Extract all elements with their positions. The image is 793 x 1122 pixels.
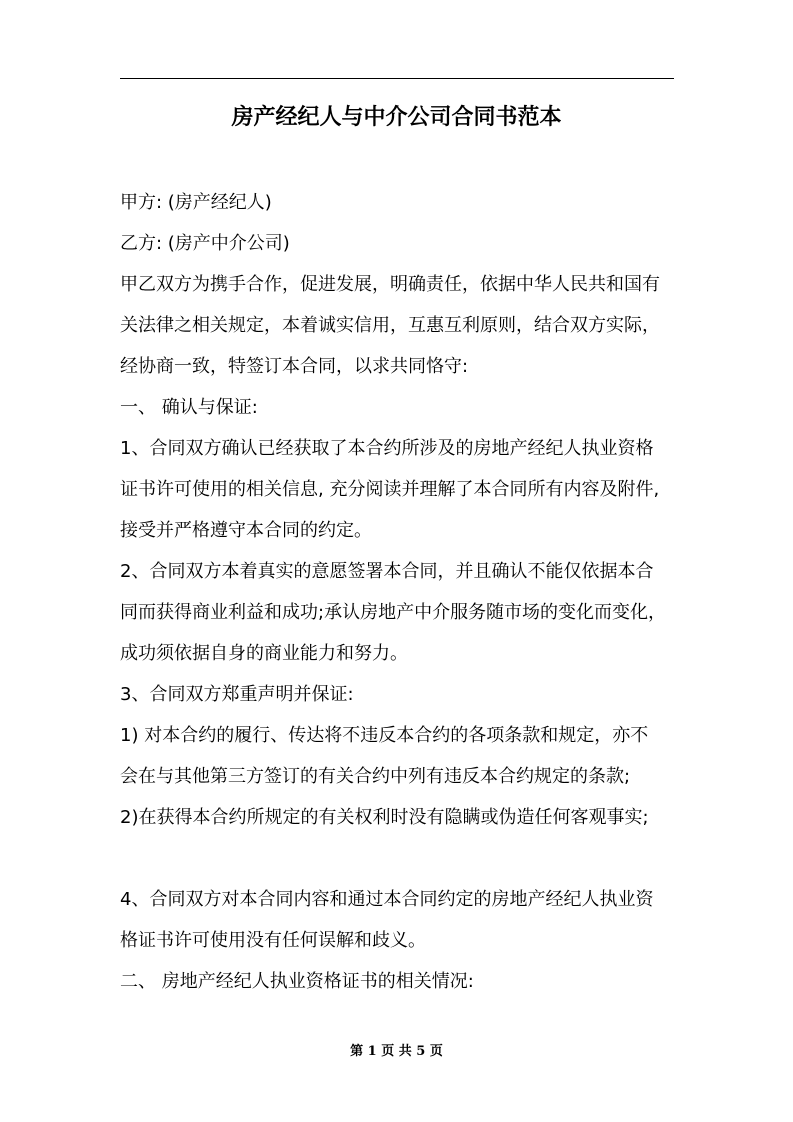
clause-3-item-1-line-2: 会在与其他第三方签订的有关合约中列有违反本合约规定的条款; <box>120 766 631 787</box>
party-b-line: 乙方: (房产中介公司) <box>120 233 290 254</box>
section-2-heading: 二、 房地产经纪人执业资格证书的相关情况: <box>120 971 474 992</box>
intro-line-1: 甲乙双方为携手合作，促进发展，明确责任，依据中华人民共和国有 <box>120 274 660 295</box>
clause-3-item-2: 2)在获得本合约所规定的有关权利时没有隐瞒或伪造任何客观事实; <box>120 807 649 828</box>
clause-2-line-3: 成功须依据自身的商业能力和努力。 <box>120 643 408 664</box>
document-body <box>120 182 680 1002</box>
clause-2 <box>120 551 680 674</box>
clause-4-line-2: 格证书许可使用没有任何误解和歧义。 <box>120 930 426 951</box>
clause-1-line-3: 接受并严格遵守本合同的约定。 <box>120 520 372 541</box>
header-rule <box>120 78 674 79</box>
intro-line-2: 关法律之相关规定，本着诚实信用，互惠互利原则，结合双方实际， <box>120 315 660 336</box>
intro-paragraph <box>120 264 680 387</box>
section-1-heading: 一、 确认与保证: <box>120 397 258 418</box>
clause-1-line-2: 证书许可使用的相关信息, 充分阅读并理解了本合同所有内容及附件, <box>120 479 660 500</box>
clause-4-line-1: 4、合同双方对本合同内容和通过本合同约定的房地产经纪人执业资 <box>120 889 654 910</box>
clause-1 <box>120 428 680 551</box>
intro-line-3: 经协商一致，特签订本合同，以求共同恪守: <box>120 356 469 377</box>
party-a-line: 甲方: (房产经纪人) <box>120 192 272 213</box>
blank-line <box>120 838 680 879</box>
clause-3-item-1-line-1: 1) 对本合约的履行、传达将不违反本合约的各项条款和规定，亦不 <box>120 725 649 746</box>
clause-4 <box>120 879 680 961</box>
page-number: 第 1 页 共 5 页 <box>350 1044 443 1059</box>
clause-3: 3、合同双方郑重声明并保证: <box>120 684 354 705</box>
clause-2-line-2: 同而获得商业利益和成功;承认房地产中介服务随市场的变化而变化， <box>120 602 667 623</box>
clause-3-item-1 <box>120 715 680 797</box>
document-title: 房产经纪人与中介公司合同书范本 <box>231 105 562 130</box>
clause-2-line-1: 2、合同双方本着真实的意愿签署本合同，并且确认不能仅依据本合 <box>120 561 654 582</box>
clause-1-line-1: 1、合同双方确认已经获取了本合约所涉及的房地产经纪人执业资格 <box>120 438 654 459</box>
